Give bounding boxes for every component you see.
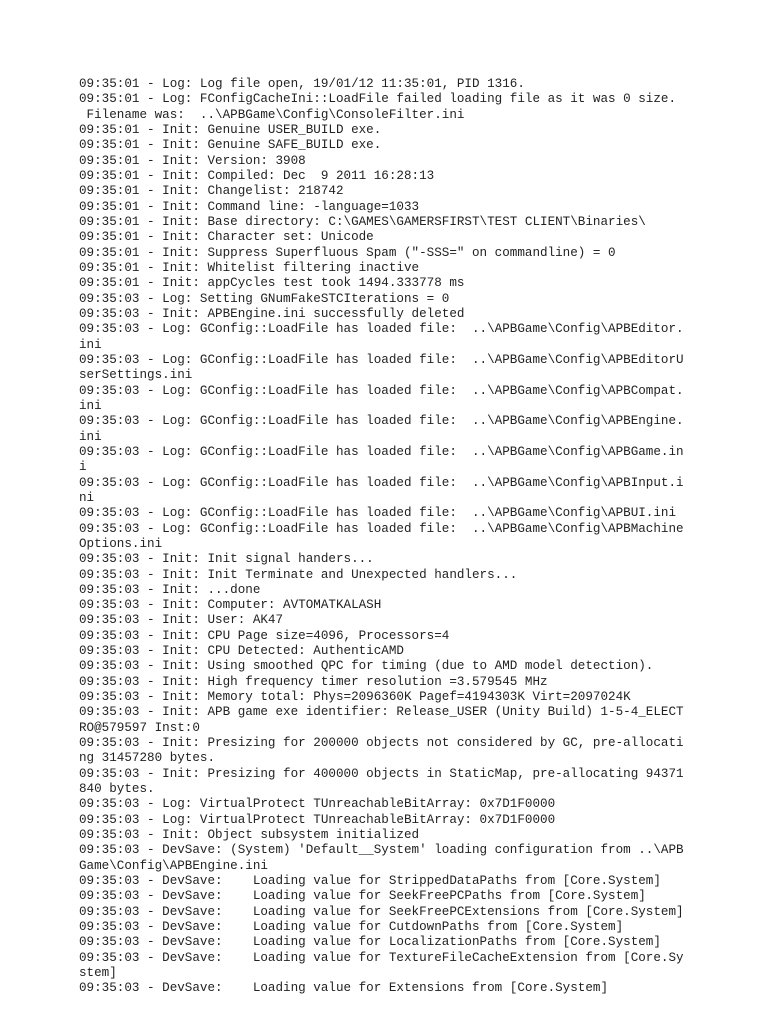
log-line: 09:35:03 - Log: Setting GNumFakeSTCIterations = 0 bbox=[79, 291, 450, 306]
log-line: stem] bbox=[79, 966, 117, 981]
log-line: 09:35:03 - DevSave: Loading value for TextureFileCacheExtension from [Core.Sy bbox=[79, 950, 684, 965]
log-line: Filename was: ..\APBGame\Config\ConsoleFilter.ini bbox=[79, 107, 465, 122]
log-line: 09:35:03 - DevSave: Loading value for SeekFreePCPaths from [Core.System] bbox=[79, 889, 646, 904]
log-line: 09:35:03 - Init: Presizing for 200000 objects not considered by GC, pre-allocati bbox=[79, 736, 684, 751]
log-line: 09:35:01 - Init: Genuine SAFE_BUILD exe. bbox=[79, 138, 382, 153]
log-line: 09:35:03 - Log: GConfig::LoadFile has loaded file: ..\APBGame\Config\APBGame.in bbox=[79, 444, 684, 459]
log-line: 09:35:03 - Init: APBEngine.ini successfully deleted bbox=[79, 306, 465, 321]
log-line: ng 31457280 bytes. bbox=[79, 751, 216, 766]
log-line: 09:35:01 - Init: Genuine USER_BUILD exe. bbox=[79, 122, 382, 137]
log-line: i bbox=[79, 460, 87, 475]
log-line: 09:35:03 - Log: GConfig::LoadFile has loaded file: ..\APBGame\Config\APBCompat. bbox=[79, 383, 684, 398]
log-line: 09:35:03 - Log: GConfig::LoadFile has loaded file: ..\APBGame\Config\APBMachine bbox=[79, 521, 684, 536]
log-line: 09:35:03 - DevSave: Loading value for LocalizationPaths from [Core.System] bbox=[79, 935, 661, 950]
log-line: 09:35:01 - Init: Suppress Superfluous Spam ("-SSS=" on commandline) = 0 bbox=[79, 245, 616, 260]
log-line: 09:35:01 - Init: Whitelist filtering inactive bbox=[79, 260, 420, 275]
log-line: 09:35:01 - Log: FConfigCacheIni::LoadFile failed loading file as it was 0 size. bbox=[79, 92, 677, 107]
log-line: 09:35:03 - DevSave: (System) 'Default__System' loading configuration from ..\APB bbox=[79, 843, 684, 858]
log-line: 09:35:03 - Log: VirtualProtect TUnreachableBitArray: 0x7D1F0000 bbox=[79, 797, 556, 812]
log-line: 09:35:03 - DevSave: Loading value for Extensions from [Core.System] bbox=[79, 981, 609, 996]
log-line: 09:35:01 - Init: appCycles test took 1494.333778 ms bbox=[79, 276, 465, 291]
log-line: 09:35:03 - DevSave: Loading value for CutdownPaths from [Core.System] bbox=[79, 920, 624, 935]
log-line: 09:35:03 - Init: User: AK47 bbox=[79, 613, 284, 628]
log-line: 09:35:03 - Init: Init Terminate and Unexpected handlers... bbox=[79, 567, 518, 582]
log-line: RO@579597 Inst:0 bbox=[79, 720, 200, 735]
log-line: Game\Config\APBEngine.ini bbox=[79, 858, 268, 873]
log-line: ni bbox=[79, 490, 95, 505]
log-line: 09:35:03 - Init: Object subsystem initialized bbox=[79, 828, 420, 843]
log-line: 09:35:03 - Init: CPU Detected: AuthenticAMD bbox=[79, 644, 404, 659]
log-line: ini bbox=[79, 337, 102, 352]
log-line: 09:35:03 - Init: Using smoothed QPC for timing (due to AMD model detection). bbox=[79, 659, 654, 674]
log-line: Options.ini bbox=[79, 536, 163, 551]
log-line: ini bbox=[79, 429, 102, 444]
log-line: 09:35:03 - Init: Presizing for 400000 objects in StaticMap, pre-allocating 94371 bbox=[79, 766, 684, 781]
log-line: 09:35:01 - Init: Version: 3908 bbox=[79, 153, 306, 168]
log-line: 09:35:01 - Init: Compiled: Dec 9 2011 16:28:13 bbox=[79, 168, 435, 183]
log-line: 09:35:03 - DevSave: Loading value for StrippedDataPaths from [Core.System] bbox=[79, 874, 661, 889]
log-line: 09:35:03 - Log: GConfig::LoadFile has loaded file: ..\APBGame\Config\APBUI.ini bbox=[79, 506, 677, 521]
log-line: serSettings.ini bbox=[79, 368, 193, 383]
log-line: 09:35:03 - Init: APB game exe identifier: Release_USER (Unity Build) 1-5-4_ELECT bbox=[79, 705, 684, 720]
log-line: 09:35:03 - Init: Memory total: Phys=2096360K Pagef=4194303K Virt=2097024K bbox=[79, 690, 631, 705]
log-line: 840 bytes. bbox=[79, 782, 155, 797]
log-line: 09:35:01 - Init: Command line: -language=1033 bbox=[79, 199, 420, 214]
log-line: 09:35:01 - Log: Log file open, 19/01/12 11:35:01, PID 1316. bbox=[79, 77, 525, 91]
log-line: 09:35:01 - Init: Base directory: C:\GAMES\GAMERSFIRST\TEST CLIENT\Binaries\ bbox=[79, 214, 646, 229]
log-line: 09:35:03 - Init: ...done bbox=[79, 582, 261, 597]
log-line: 09:35:03 - Log: GConfig::LoadFile has loaded file: ..\APBGame\Config\APBEditor. bbox=[79, 322, 684, 337]
log-line: 09:35:03 - Init: Init signal handers... bbox=[79, 552, 374, 567]
log-line: 09:35:03 - Init: High frequency timer resolution =3.579545 MHz bbox=[79, 674, 548, 689]
log-line: 09:35:03 - Init: CPU Page size=4096, Processors=4 bbox=[79, 628, 450, 643]
log-line: ini bbox=[79, 398, 102, 413]
log-text bbox=[79, 77, 699, 997]
log-line: 09:35:03 - DevSave: Loading value for SeekFreePCExtensions from [Core.System] bbox=[79, 904, 684, 919]
log-line: 09:35:03 - Log: GConfig::LoadFile has loaded file: ..\APBGame\Config\APBEditorU bbox=[79, 352, 684, 367]
log-line: 09:35:03 - Log: GConfig::LoadFile has loaded file: ..\APBGame\Config\APBInput.i bbox=[79, 475, 684, 490]
log-line: 09:35:01 - Init: Character set: Unicode bbox=[79, 230, 374, 245]
log-line: 09:35:03 - Log: VirtualProtect TUnreachableBitArray: 0x7D1F0000 bbox=[79, 812, 556, 827]
log-line: 09:35:03 - Log: GConfig::LoadFile has loaded file: ..\APBGame\Config\APBEngine. bbox=[79, 414, 684, 429]
log-line: 09:35:03 - Init: Computer: AVTOMATKALASH bbox=[79, 598, 382, 613]
log-line: 09:35:01 - Init: Changelist: 218742 bbox=[79, 184, 344, 199]
